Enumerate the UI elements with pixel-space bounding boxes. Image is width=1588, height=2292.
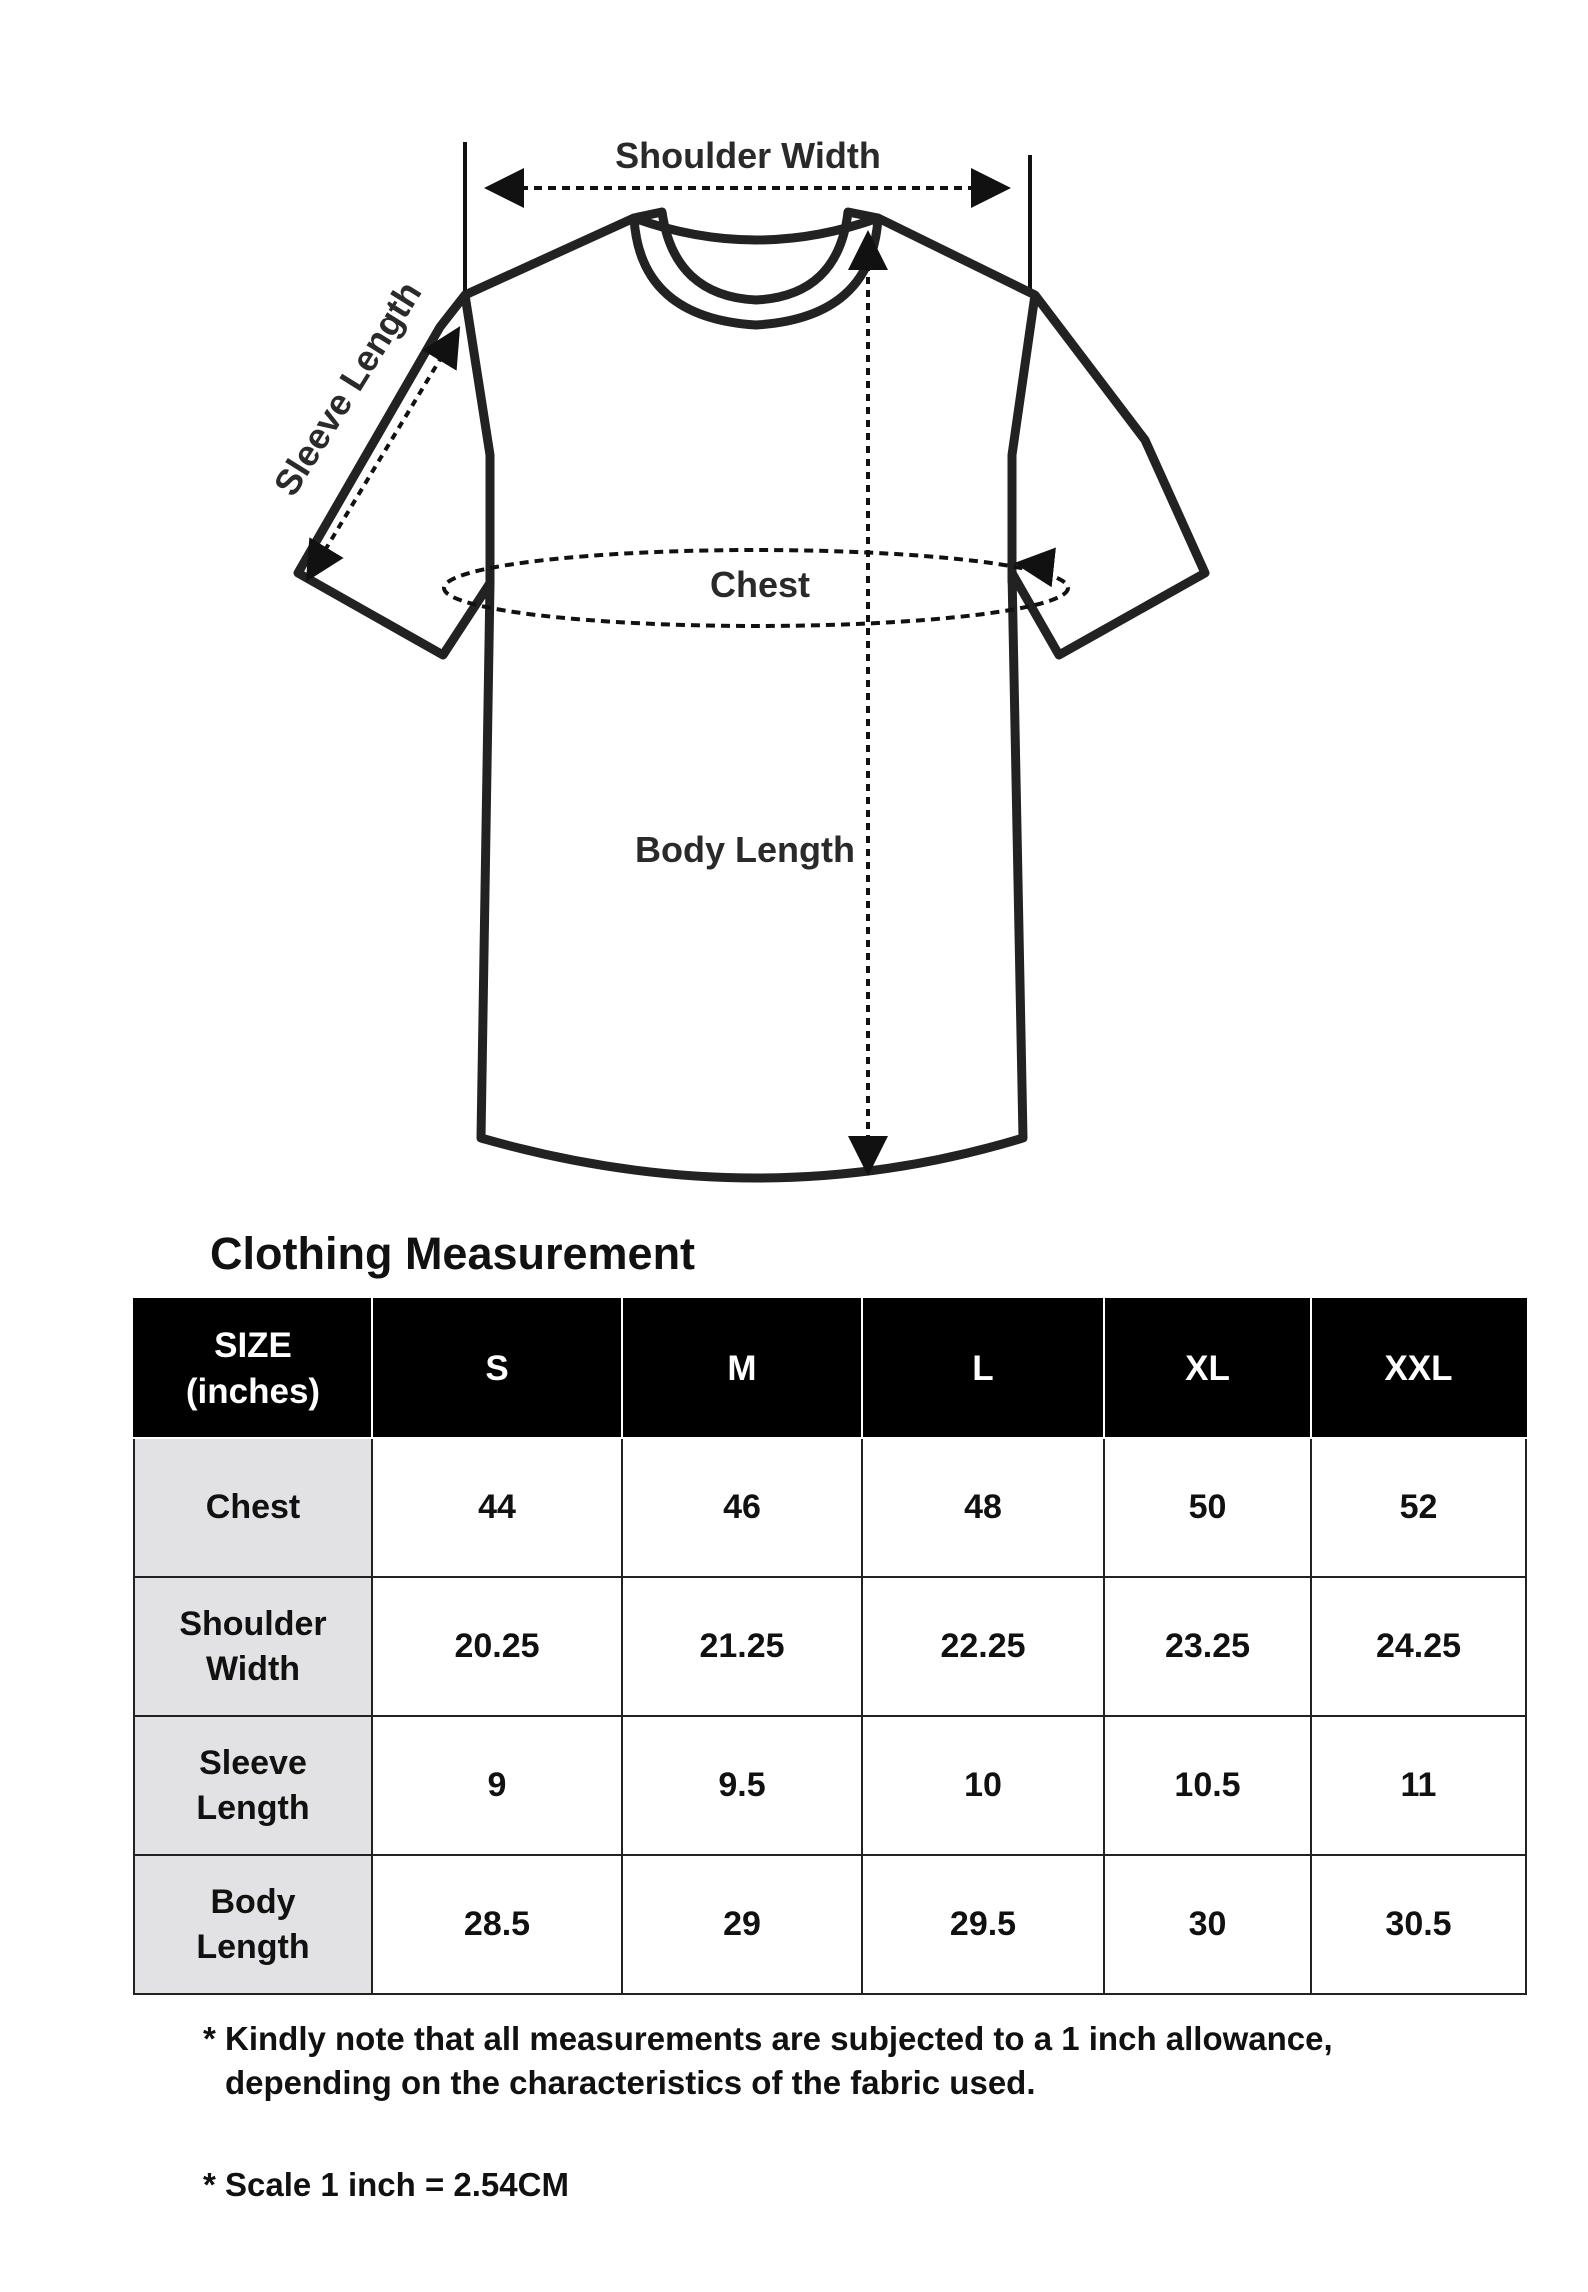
table-cell: 28.5 <box>372 1855 622 1994</box>
table-cell: 9.5 <box>622 1716 862 1855</box>
table-cell: 50 <box>1104 1438 1311 1577</box>
row-label <box>134 1855 372 1994</box>
table-cell: 52 <box>1311 1438 1526 1577</box>
row-label-line2: Length <box>196 1788 310 1827</box>
table-row <box>134 1855 1526 1994</box>
size-col-header: XL <box>1104 1299 1311 1438</box>
table-cell: 9 <box>372 1716 622 1855</box>
row-label-line1: Shoulder <box>179 1605 327 1644</box>
table-cell: 21.25 <box>622 1577 862 1716</box>
row-label-line1: Chest <box>205 1488 301 1527</box>
table-cell: 10.5 <box>1104 1716 1311 1855</box>
row-label-line2: Length <box>196 1927 310 1966</box>
shoulder-width-label: Shoulder Width <box>615 135 881 176</box>
section-title: Clothing Measurement <box>210 1228 696 1279</box>
size-col-header: M <box>622 1299 862 1438</box>
table-row <box>134 1577 1526 1716</box>
table-cell: 30.5 <box>1311 1855 1526 1994</box>
scale-note: * Scale 1 inch = 2.54CM <box>203 2166 569 2203</box>
body-length-label: Body Length <box>635 829 855 870</box>
table-row <box>134 1438 1526 1577</box>
table-cell: 20.25 <box>372 1577 622 1716</box>
size-header-line1: SIZE <box>214 1326 292 1365</box>
table-cell: 22.25 <box>862 1577 1104 1716</box>
table-cell: 30 <box>1104 1855 1311 1994</box>
size-chart-table <box>133 1298 1527 1995</box>
chest-label: Chest <box>709 564 811 605</box>
table-cell: 11 <box>1311 1716 1526 1855</box>
row-label <box>134 1716 372 1855</box>
allowance-note-line1: * Kindly note that all measurements are subjected to a 1 inch allowance, <box>203 2020 1333 2057</box>
row-label-line2: Width <box>205 1649 301 1688</box>
row-label-line1: Body <box>210 1883 296 1922</box>
table-cell: 23.25 <box>1104 1577 1311 1716</box>
size-header-cell <box>134 1299 372 1438</box>
table-cell: 46 <box>622 1438 862 1577</box>
table-cell: 24.25 <box>1311 1577 1526 1716</box>
table-row <box>134 1716 1526 1855</box>
size-col-header: XXL <box>1311 1299 1526 1438</box>
table-header-row <box>134 1299 1526 1438</box>
tshirt-outline <box>298 218 1205 1178</box>
size-col-header: S <box>372 1299 622 1438</box>
row-label <box>134 1438 372 1577</box>
table-cell: 48 <box>862 1438 1104 1577</box>
size-header-line2: (inches) <box>185 1371 321 1411</box>
table-cell: 29.5 <box>862 1855 1104 1994</box>
table-cell: 29 <box>622 1855 862 1994</box>
row-label-line1: Sleeve <box>199 1744 307 1783</box>
chest-arrow-tip <box>1022 564 1050 567</box>
armhole-seam-right <box>1012 295 1035 583</box>
row-label <box>134 1577 372 1716</box>
table-cell: 44 <box>372 1438 622 1577</box>
sleeve-length-label: Sleeve Length <box>265 274 430 503</box>
table-cell: 10 <box>862 1716 1104 1855</box>
armhole-seam-left <box>465 295 490 583</box>
allowance-note <box>203 2020 1333 2102</box>
allowance-note-line2: depending on the characteristics of the fabric used. <box>225 2064 1036 2101</box>
size-col-header: L <box>862 1299 1104 1438</box>
